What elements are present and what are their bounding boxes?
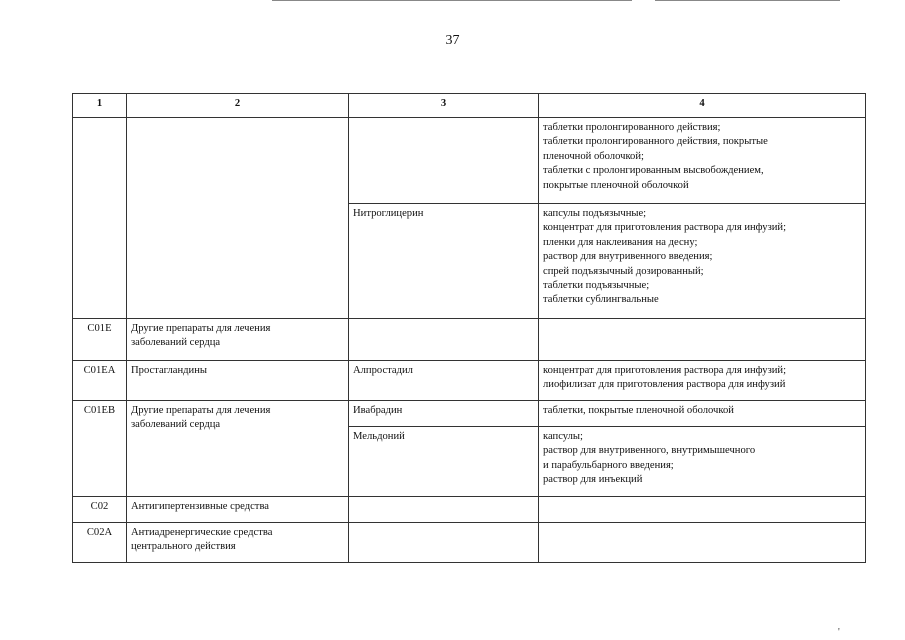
table-row	[73, 523, 866, 563]
code-cell: C01EA	[73, 361, 127, 401]
form-line: таблетки пролонгированного действия;	[543, 122, 721, 133]
form-line: таблетки подъязычные;	[543, 280, 650, 292]
group-cell	[127, 497, 349, 523]
table-row	[73, 319, 866, 361]
form-line: раствор для внутривенного, внутримышечного	[543, 445, 756, 457]
table-row	[73, 497, 866, 523]
form-line: концентрат для приготовления раствора для инфузий;	[543, 222, 787, 234]
group-line: заболеваний сердца	[131, 419, 221, 431]
drug-cell: Алпростадил	[349, 361, 539, 401]
drug-cell	[349, 118, 539, 204]
column-header-4: 4	[539, 94, 866, 118]
group-line: центрального действия	[131, 541, 236, 553]
page-number: 37	[445, 33, 460, 48]
form-line: капсулы подъязычные;	[543, 208, 647, 219]
group-line: Антиадренергические средства	[131, 527, 273, 538]
form-line: и парабульбарного введения;	[543, 459, 674, 471]
form-line: таблетки, покрытые пленочной оболочкой	[543, 405, 734, 416]
form-line: лиофилизат для приготовления раствора для инфузий	[543, 379, 786, 391]
form-line: капсулы;	[543, 431, 583, 442]
group-cell	[127, 361, 349, 401]
forms-cell	[539, 497, 866, 523]
forms-cell	[539, 427, 866, 497]
group-line: заболеваний сердца	[131, 337, 221, 349]
form-line: покрытые пленочной оболочкой	[543, 179, 689, 191]
drug-cell: Мельдоний	[349, 427, 539, 497]
header-row	[73, 94, 866, 118]
form-line: таблетки сублингвальные	[543, 294, 659, 306]
table-row	[73, 401, 866, 427]
form-line: таблетки с пролонгированным высвобождением,	[543, 165, 764, 177]
forms-cell	[539, 319, 866, 361]
group-cell	[127, 401, 349, 497]
drug-cell: Нитроглицерин	[349, 204, 539, 319]
table-row	[73, 361, 866, 401]
drug-table	[72, 93, 866, 563]
group-cell	[127, 319, 349, 361]
form-line: пленочной оболочкой;	[543, 150, 644, 162]
form-line: спрей подъязычный дозированный;	[543, 265, 704, 277]
column-header-1: 1	[73, 94, 127, 118]
group-line: Простагландины	[131, 365, 207, 376]
table-row	[73, 118, 866, 204]
code-cell: C01EB	[73, 401, 127, 497]
form-line: пленки для наклеивания на десну;	[543, 236, 698, 248]
code-cell: C02A	[73, 523, 127, 563]
group-line: Другие препараты для лечения	[131, 323, 271, 334]
top-scan-rule-right	[655, 0, 840, 1]
group-cell	[127, 523, 349, 563]
column-header-2: 2	[127, 94, 349, 118]
drug-cell	[349, 319, 539, 361]
form-line: раствор для внутривенного введения;	[543, 251, 713, 263]
code-cell: C02	[73, 497, 127, 523]
forms-cell	[539, 118, 866, 204]
drug-cell	[349, 523, 539, 563]
forms-cell	[539, 361, 866, 401]
top-scan-rule	[272, 0, 632, 1]
form-line: концентрат для приготовления раствора для инфузий;	[543, 365, 787, 376]
column-header-3: 3	[349, 94, 539, 118]
form-line: таблетки пролонгированного действия, покрытые	[543, 136, 768, 148]
drug-cell: Ивабрадин	[349, 401, 539, 427]
forms-cell	[539, 204, 866, 319]
drug-cell	[349, 497, 539, 523]
scan-mark: '	[838, 627, 840, 638]
code-cell	[73, 118, 127, 319]
form-line: раствор для инъекций	[543, 474, 643, 486]
code-cell: C01E	[73, 319, 127, 361]
group-cell	[127, 118, 349, 319]
forms-cell	[539, 523, 866, 563]
group-line: Антигипертензивные средства	[131, 501, 270, 512]
forms-cell	[539, 401, 866, 427]
group-line: Другие препараты для лечения	[131, 405, 271, 416]
